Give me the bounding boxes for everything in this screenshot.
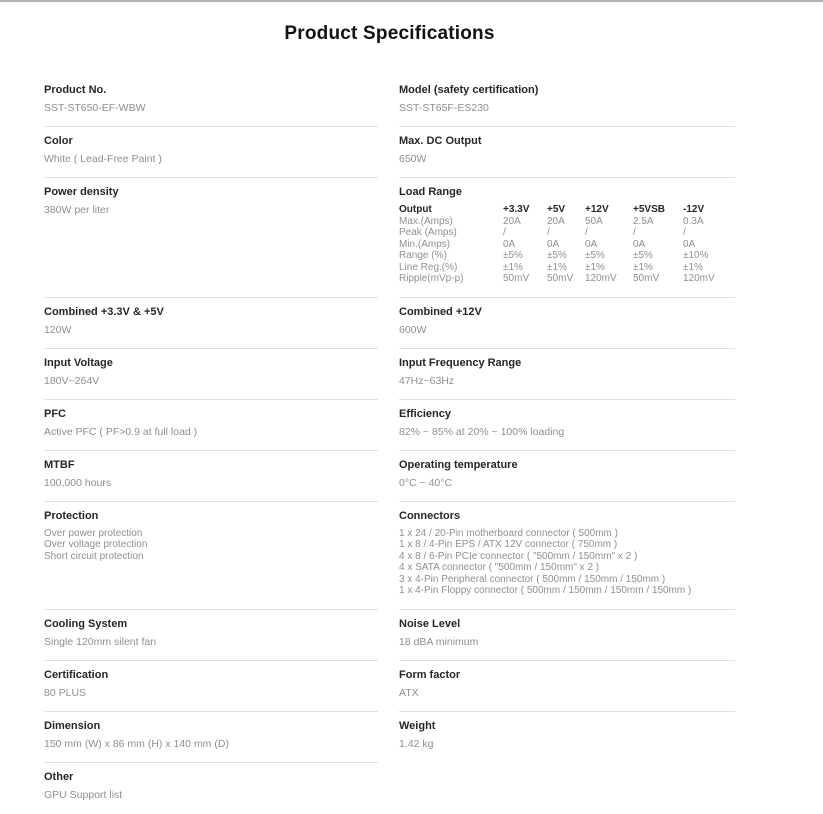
section-heading: Weight: [399, 719, 436, 732]
section-value: 600W: [399, 323, 427, 336]
section-heading: Noise Level: [399, 617, 461, 630]
page-title: Product Specifications: [284, 23, 495, 44]
load-range-col-header: Output: [399, 204, 432, 215]
load-range-col-header: +3.3V: [503, 204, 530, 215]
load-range-row-ripple: [399, 273, 735, 285]
cell-value: 120mV: [585, 273, 617, 284]
cell-value: ±1%: [585, 261, 605, 273]
load-range-col-header: +5VSB: [633, 204, 665, 215]
section-cooling-system: [44, 610, 378, 661]
section-heading: Model (safety certification): [399, 84, 539, 96]
section-input-voltage: [44, 349, 378, 400]
cell-value: 0A: [683, 238, 696, 250]
load-range-row-range: [399, 250, 735, 262]
section-value: 80 PLUS: [44, 686, 87, 699]
section-connectors: [399, 502, 735, 610]
section-heading: Operating temperature: [399, 458, 518, 471]
cell-value: ±1%: [547, 261, 567, 273]
cell-value: 120mV: [683, 273, 715, 284]
load-range-row-max: [399, 216, 735, 228]
section-pfc: [44, 400, 378, 451]
load-range-row-peak: [399, 227, 735, 239]
section-heading: Power density: [44, 186, 119, 198]
protection-item: Over voltage protection: [44, 539, 148, 550]
row-label: Line Reg.(%): [399, 261, 458, 273]
section-value: 82% ~ 85% at 20% ~ 100% loading: [399, 425, 565, 438]
section-value: SST-ST65F-ES230: [399, 102, 489, 114]
load-range-col-header: +12V: [585, 204, 609, 215]
row-label: Range (%): [399, 250, 447, 261]
section-noise-level: [399, 610, 735, 661]
cell-value: 0A: [547, 238, 560, 250]
section-heading: Efficiency: [399, 407, 451, 420]
cell-value: ±5%: [547, 250, 567, 261]
cell-value: 50A: [585, 215, 603, 227]
section-product-no: [44, 76, 378, 127]
section-heading: Product No.: [44, 84, 107, 96]
cell-value: ±1%: [633, 261, 653, 273]
section-value: 0°C ~ 40°C: [399, 476, 453, 489]
section-model: [399, 76, 735, 127]
section-combined-12: [399, 298, 735, 349]
connector-item: 1 x 24 / 20-Pin motherboard connector ( 500mm ): [399, 527, 618, 539]
row-label: Peak (Amps): [399, 227, 457, 238]
cell-value: 2.5A: [633, 215, 654, 227]
section-value: 380W per liter: [44, 204, 110, 216]
spec-grid: [44, 76, 823, 813]
load-range-row-min: [399, 239, 735, 251]
section-input-frequency: [399, 349, 735, 400]
section-heading: Cooling System: [44, 617, 128, 630]
connector-item: 4 x 8 / 6-Pin PCIe connector ( "500mm / 150mm" x 2 ): [399, 550, 638, 562]
section-heading: Combined +3.3V & +5V: [44, 305, 164, 318]
section-value: SST-ST650-EF-WBW: [44, 102, 146, 114]
cell-value: /: [547, 227, 550, 238]
section-value: ATX: [399, 686, 419, 699]
section-heading: Dimension: [44, 719, 101, 732]
connector-item: 1 x 8 / 4-Pin EPS / ATX 12V connector ( 750mm ): [399, 539, 618, 550]
section-efficiency: [399, 400, 735, 451]
section-other: [44, 763, 378, 813]
load-range-col-header: -12V: [683, 204, 705, 215]
cell-value: 0A: [585, 238, 598, 250]
load-range-header-row: [399, 204, 735, 216]
section-value: 1.42 kg: [399, 737, 434, 750]
protection-item: Over power protection: [44, 527, 143, 539]
cell-value: /: [633, 227, 636, 238]
cell-value: 20A: [503, 215, 521, 227]
row-label: Min.(Amps): [399, 238, 451, 250]
row-label: Ripple(mVp-p): [399, 273, 464, 284]
connector-item: 3 x 4-Pin Peripheral connector ( 500mm / 150mm / 150mm ): [399, 573, 666, 585]
cell-value: ±10%: [683, 250, 709, 261]
connector-item: 1 x 4-Pin Floppy connector ( 500mm / 150mm / 150mm / 150mm ): [399, 585, 692, 596]
section-load-range: [399, 178, 735, 298]
cell-value: ±1%: [503, 261, 523, 273]
cell-value: 50mV: [503, 273, 530, 284]
load-range-table: [399, 204, 735, 285]
section-heading: Protection: [44, 509, 99, 522]
section-heading: Combined +12V: [399, 305, 482, 318]
section-value: 150 mm (W) x 86 mm (H) x 140 mm (D): [44, 737, 229, 750]
section-power-density: [44, 178, 378, 298]
section-heading: MTBF: [44, 458, 75, 471]
section-heading: Certification: [44, 668, 109, 681]
section-value: Active PFC ( PF>0.9 at full load ): [44, 425, 198, 438]
top-divider: [0, 0, 823, 2]
cell-value: ±5%: [633, 250, 653, 261]
cell-value: 50mV: [547, 273, 574, 284]
section-heading: Form factor: [399, 668, 461, 681]
section-combined-33-5: [44, 298, 378, 349]
section-max-dc-output: [399, 127, 735, 178]
section-weight: [399, 712, 735, 763]
cell-value: /: [683, 227, 686, 238]
cell-value: 0.3A: [683, 215, 704, 227]
cell-value: ±1%: [683, 261, 703, 273]
cell-value: 50mV: [633, 273, 660, 284]
section-heading: Color: [44, 135, 73, 147]
cell-value: 0A: [503, 238, 516, 250]
section-value: 120W: [44, 323, 72, 336]
section-value: GPU Support list: [44, 788, 123, 801]
section-heading: Max. DC Output: [399, 135, 482, 147]
section-value: Single 120mm silent fan: [44, 635, 157, 648]
section-value: 650W: [399, 153, 427, 165]
section-operating-temperature: [399, 451, 735, 502]
connector-item: 4 x SATA connector ( "500mm / 150mm" x 2 ): [399, 562, 600, 573]
section-heading: Load Range: [399, 186, 462, 198]
section-heading: Other: [44, 770, 74, 783]
protection-item: Short circuit protection: [44, 550, 144, 562]
section-value: White ( Lead-Free Paint ): [44, 153, 162, 165]
cell-value: /: [503, 227, 506, 238]
row-label: Max.(Amps): [399, 215, 453, 227]
load-range-col-header: +5V: [547, 204, 566, 215]
section-heading: PFC: [44, 407, 66, 420]
section-form-factor: [399, 661, 735, 712]
section-value: 100,000 hours: [44, 476, 112, 489]
section-heading: Connectors: [399, 509, 461, 522]
cell-value: ±5%: [503, 250, 523, 261]
cell-value: /: [585, 227, 588, 238]
cell-value: ±5%: [585, 250, 605, 261]
section-heading: Input Voltage: [44, 356, 113, 369]
load-range-row-linereg: [399, 262, 735, 274]
section-protection: [44, 502, 378, 610]
section-dimension: [44, 712, 378, 763]
section-value: 180V~264V: [44, 374, 100, 387]
section-color: [44, 127, 378, 178]
empty-cell: [399, 763, 735, 813]
cell-value: 0A: [633, 238, 646, 250]
section-certification: [44, 661, 378, 712]
section-value: 18 dBA minimum: [399, 635, 479, 648]
section-heading: Input Frequency Range: [399, 356, 522, 369]
cell-value: 20A: [547, 215, 565, 227]
section-mtbf: [44, 451, 378, 502]
section-value: 47Hz~63Hz: [399, 374, 455, 387]
